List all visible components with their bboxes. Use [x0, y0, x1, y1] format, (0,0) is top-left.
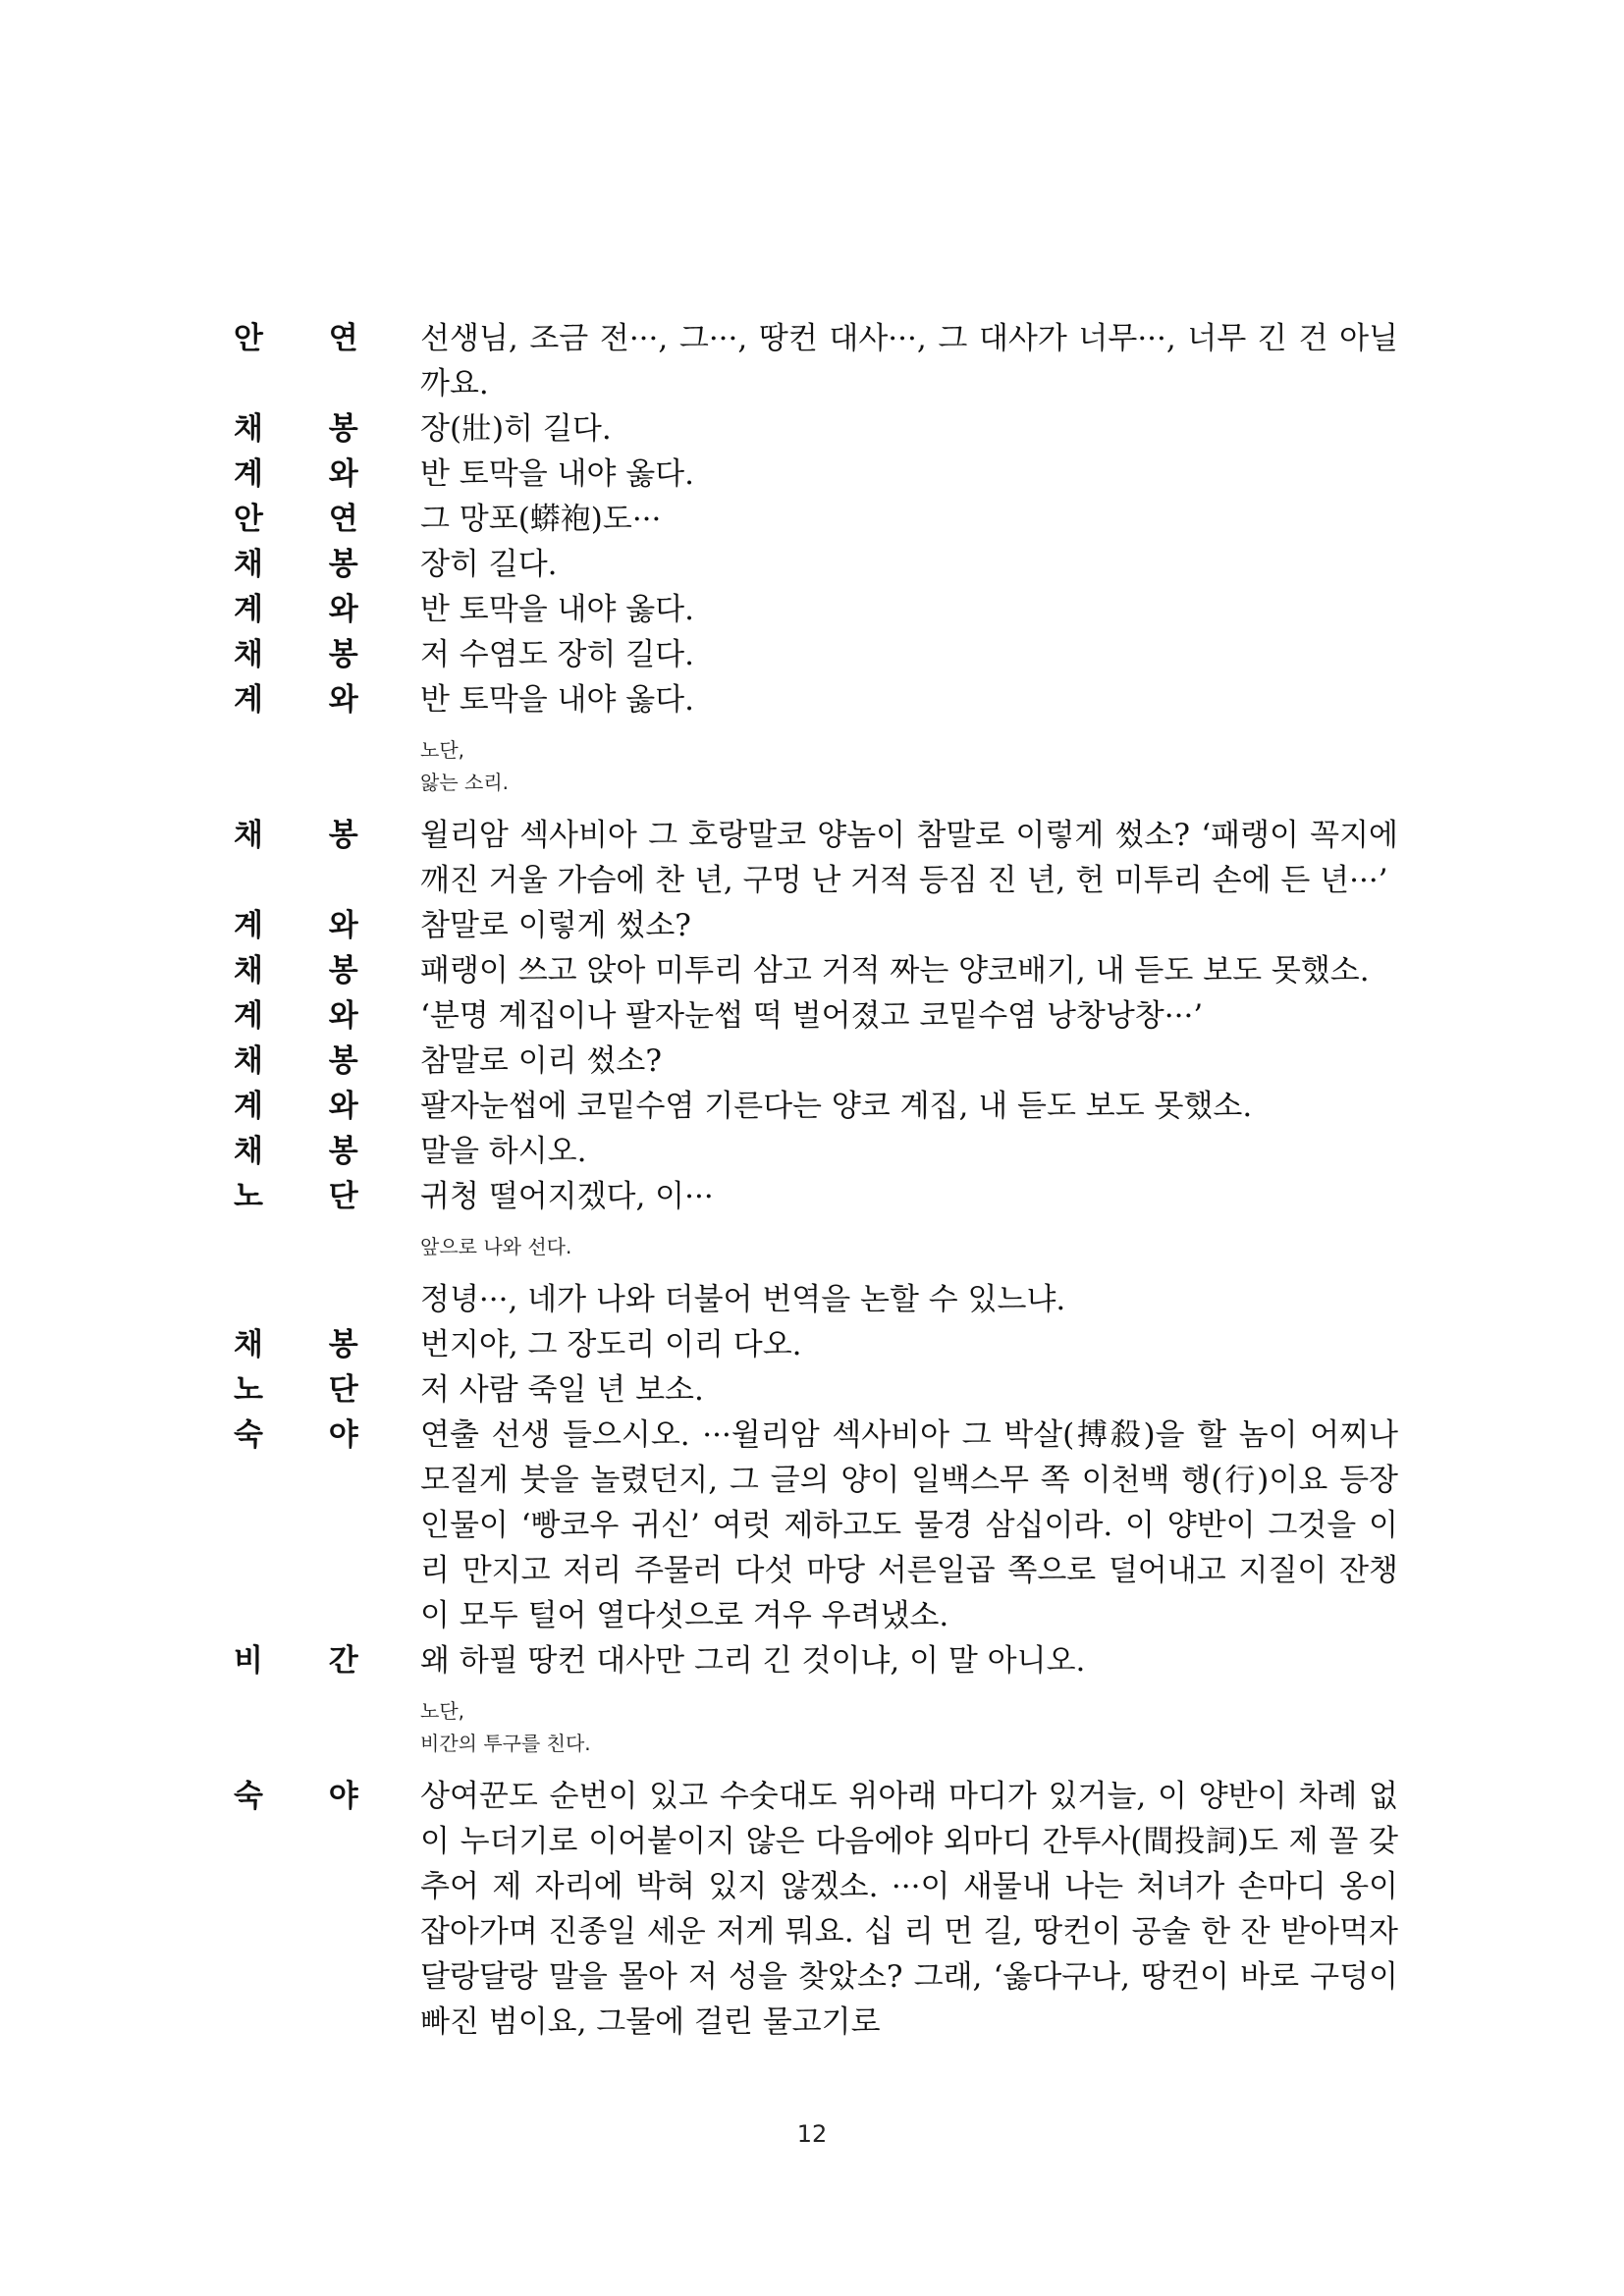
script-body	[234, 316, 1398, 2045]
script-line	[234, 948, 1398, 993]
script-line	[234, 1174, 1398, 1219]
page-number: 12	[796, 2120, 828, 2148]
speaker-name: 계 와	[234, 1089, 386, 1124]
script-line	[234, 677, 1398, 722]
dialogue-text: 장히 길다.	[420, 547, 558, 582]
dialogue-text: 연출 선생 들으시오. ···윌리암 섹사비아 그 박살(搏殺)을 할 놈이 어찌나 모질게 붓을 놀렸던지, 그 글의 양이 일백스무 쪽 이천백 행(行)이요 등장인물이 ‘빵코우 귀신’ 여럿 제하고도 물경 삼십이라. 이 양반이 그것을 이리 만지고 저리 주물러 다섯 마당 서른일곱 쪽으로 덜어내고 지질이 잔챙이 모두 털어 열다섯으로 겨우 우려냈소.	[420, 1417, 1398, 1633]
stage-direction	[234, 1683, 1398, 1774]
speaker-name: 채 봉	[234, 953, 386, 988]
script-line	[234, 1084, 1398, 1129]
speaker-name: 채 봉	[234, 818, 386, 853]
speaker-name: 노 단	[234, 1179, 386, 1214]
script-line	[234, 1774, 1398, 2045]
dialogue-text: 번지야, 그 장도리 이리 다오.	[420, 1327, 802, 1362]
speaker-name: 채 봉	[234, 411, 386, 447]
script-line	[234, 452, 1398, 497]
dialogue-text: 귀청 떨어지겠다, 이···	[420, 1179, 714, 1214]
speaker-name: 안 연	[234, 321, 386, 356]
script-line	[234, 903, 1398, 948]
script-line	[234, 406, 1398, 452]
stage-direction	[234, 722, 1398, 813]
script-line	[234, 632, 1398, 677]
speaker-name: 채 봉	[234, 1327, 386, 1362]
script-line	[234, 1039, 1398, 1084]
stage-direction-line: 비간의 투구를 친다.	[420, 1732, 591, 1755]
speaker-name: 계 와	[234, 998, 386, 1034]
dialogue-text: 장(壯)히 길다.	[420, 411, 612, 447]
dialogue-text: 저 사람 죽일 년 보소.	[420, 1372, 704, 1408]
speaker-name: 노 단	[234, 1372, 386, 1408]
dialogue-text: 참말로 이렇게 썼소?	[420, 908, 691, 943]
speaker-name: 숙 야	[234, 1417, 386, 1453]
stage-direction-line: 노단,	[420, 1699, 464, 1723]
dialogue-text: 반 토막을 내야 옳다.	[420, 456, 694, 492]
speaker-name: 채 봉	[234, 637, 386, 672]
dialogue-text: 참말로 이리 썼소?	[420, 1043, 662, 1079]
script-line	[234, 1638, 1398, 1683]
dialogue-text: 윌리암 섹사비아 그 호랑말코 양놈이 참말로 이렇게 썼소? ‘패랭이 꼭지에 깨진 거울 가슴에 찬 년, 구멍 난 거적 등짐 진 년, 헌 미투리 손에 든 년···’	[420, 818, 1398, 898]
script-line	[234, 497, 1398, 542]
speaker-name: 비 간	[234, 1643, 386, 1679]
speaker-name: 안 연	[234, 502, 386, 537]
script-line	[234, 993, 1398, 1039]
speaker-name: 채 봉	[234, 1134, 386, 1169]
dialogue-text: 패랭이 쓰고 앉아 미투리 삼고 거적 짜는 양코배기, 내 듣도 보도 못했소.	[420, 953, 1370, 988]
speaker-name: 계 와	[234, 456, 386, 492]
stage-direction-line: 노단,	[420, 738, 464, 762]
dialogue-text: 왜 하필 땅컨 대사만 그리 긴 것이냐, 이 말 아니오.	[420, 1643, 1086, 1679]
dialogue-text: 팔자눈썹에 코밑수염 기른다는 양코 계집, 내 듣도 보도 못했소.	[420, 1089, 1253, 1124]
script-line	[234, 1413, 1398, 1638]
stage-direction	[234, 1219, 1398, 1277]
speaker-name: 계 와	[234, 682, 386, 718]
script-line	[234, 1367, 1398, 1413]
dialogue-continuation: 정녕···, 네가 나와 더불어 번역을 논할 수 있느냐.	[420, 1282, 1066, 1317]
speaker-name: 채 봉	[234, 547, 386, 582]
speaker-name: 계 와	[234, 592, 386, 627]
script-line	[234, 587, 1398, 632]
dialogue-text: 반 토막을 내야 옳다.	[420, 682, 694, 718]
dialogue-text: 저 수염도 장히 길다.	[420, 637, 694, 672]
script-line	[234, 1129, 1398, 1174]
dialogue-text: 반 토막을 내야 옳다.	[420, 592, 694, 627]
script-line	[234, 813, 1398, 903]
dialogue-text: ‘분명 계집이나 팔자눈썹 떡 벌어졌고 코밑수염 낭창낭창···’	[420, 998, 1204, 1034]
speaker-name: 계 와	[234, 908, 386, 943]
dialogue-text: 상여꾼도 순번이 있고 수숫대도 위아래 마디가 있거늘, 이 양반이 차례 없이 누더기로 이어붙이지 않은 다음에야 외마디 간투사(間投詞)도 제 꼴 갖추어 제 자리에 박혀 있지 않겠소. ···이 새물내 나는 처녀가 손마디 옹이 잡아가며 진종일 세운 저게 뭐요. 십 리 먼 길, 땅컨이 공술 한 잔 받아먹자 달랑달랑 말을 몰아 저 성을 찾았소? 그래, ‘옳다구나, 땅컨이 바로 구덩이 빠진 범이요, 그물에 걸린 물고기로	[420, 1779, 1398, 2040]
script-line	[234, 316, 1398, 406]
dialogue-text: 그 망포(蟒袍)도···	[420, 502, 662, 537]
dialogue-text: 말을 하시오.	[420, 1134, 587, 1169]
stage-direction-line: 앞으로 나와 선다.	[420, 1235, 572, 1258]
script-line	[234, 1322, 1398, 1367]
speaker-name: 채 봉	[234, 1043, 386, 1079]
script-line	[234, 542, 1398, 587]
stage-direction-line: 앓는 소리.	[420, 771, 509, 794]
dialogue-text: 선생님, 조금 전···, 그···, 땅컨 대사···, 그 대사가 너무···, 너무 긴 건 아닐까요.	[420, 321, 1398, 401]
speaker-name: 숙 야	[234, 1779, 386, 1814]
